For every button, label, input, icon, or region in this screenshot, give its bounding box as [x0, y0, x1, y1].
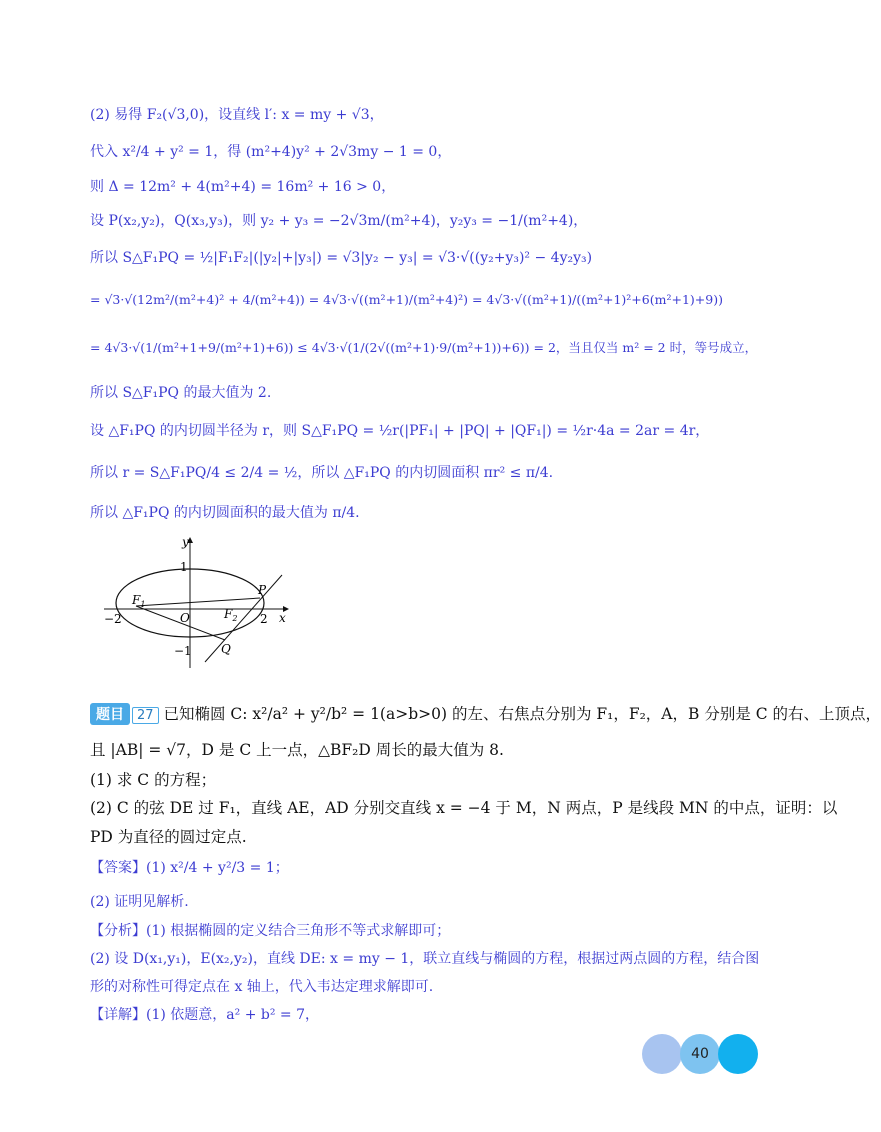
q-label: Q — [221, 642, 231, 656]
solution-line: (2) 易得 F₂(√3,0)，设直线 l′: x = my + √3， — [90, 107, 384, 123]
problem-line-1 — [90, 702, 881, 725]
axis-x-label: x — [279, 611, 286, 625]
detail-label: 【详解】 — [90, 1007, 146, 1023]
question-2: (2) C 的弦 DE 过 F₁，直线 AE，AD 分别交直线 x = −4 于 M，N 两点，P 是线段 MN 的中点，证明：以 — [90, 799, 838, 817]
solution-line: 代入 x²/4 + y² = 1，得 (m²+4)y² + 2√3my − 1 = 0， — [90, 144, 452, 160]
tick-one: 1 — [180, 560, 188, 574]
page-circle-left — [642, 1034, 682, 1074]
problem-text: 已知椭圆 C: x²/a² + y²/b² = 1(a>b>0) 的左、右焦点分别为 F₁，F₂，A，B 分别是 C 的右、上顶点， — [163, 705, 881, 723]
question-2-cont: PD 为直径的圆过定点. — [90, 828, 247, 846]
solution-line: 则 Δ = 12m² + 4(m²+4) = 16m² + 16 > 0， — [90, 179, 396, 195]
origin-label: O — [180, 611, 190, 625]
analysis-1: (1) 根据椭圆的定义结合三角形不等式求解即可； — [146, 923, 451, 939]
axis-y-label: y — [182, 535, 189, 549]
problem-tag: 题目 — [90, 703, 130, 725]
answer-label: 【答案】 — [90, 860, 146, 876]
question-1: (1) 求 C 的方程； — [90, 771, 217, 789]
solution-line: 所以 S△F₁PQ 的最大值为 2. — [90, 385, 272, 401]
problem-line-2: 且 |AB| = √7，D 是 C 上一点，△BF₂D 周长的最大值为 8. — [90, 741, 504, 759]
page-number: 40 — [691, 1046, 709, 1062]
f2-label: $F_2$ — [224, 607, 238, 623]
problem-number: 27 — [132, 707, 159, 724]
answer-2: (2) 证明见解析. — [90, 894, 189, 910]
solution-line: = 4√3·√(1/(m²+1+9/(m²+1)+6)) ≤ 4√3·√(1/(2√((m²+1)·9/(m²+1))+6)) = 2，当且仅当 m² = 2 时，等号成立， — [90, 340, 758, 355]
analysis-2-cont: 形的对称性可得定点在 x 轴上，代入韦达定理求解即可. — [90, 979, 434, 995]
ellipse-figure — [100, 534, 300, 674]
line-l — [205, 575, 282, 662]
f1-label: $F_1$ — [132, 593, 146, 609]
solution-line: 设 P(x₂,y₂)，Q(x₃,y₃)，则 y₂ + y₃ = −2√3m/(m²+4)，y₂y₃ = −1/(m²+4)， — [90, 213, 588, 229]
tick-neg-one: −1 — [174, 644, 192, 658]
solution-line: 所以 r = S△F₁PQ/4 ≤ 2/4 = ½，所以 △F₁PQ 的内切圆面积 πr² ≤ π/4. — [90, 465, 554, 481]
answer-line — [90, 857, 289, 877]
answer-1: (1) x²/4 + y²/3 = 1； — [146, 860, 289, 876]
solution-line: 设 △F₁PQ 的内切圆半径为 r，则 S△F₁PQ = ½r(|PF₁| + |PQ| + |QF₁|) = ½r·4a = 2ar = 4r， — [90, 423, 710, 439]
segment-f1-p — [136, 598, 260, 606]
analysis-line — [90, 920, 450, 940]
page-circle-right — [718, 1034, 758, 1074]
detail-1: (1) 依题意，a² + b² = 7， — [146, 1007, 319, 1023]
solution-line: = √3·√(12m²/(m²+4)² + 4/(m²+4)) = 4√3·√((m²+1)/(m²+4)²) = 4√3·√((m²+1)/((m²+1)²+6(m²+1)+9)) — [90, 292, 723, 307]
p-label: P — [258, 583, 267, 597]
analysis-2: (2) 设 D(x₁,y₁)，E(x₂,y₂)，直线 DE: x = my − 1，联立直线与椭圆的方程，根据过两点圆的方程，结合图 — [90, 951, 760, 967]
tick-two: 2 — [260, 612, 268, 626]
analysis-label: 【分析】 — [90, 923, 146, 939]
solution-line: 所以 △F₁PQ 的内切圆面积的最大值为 π/4. — [90, 505, 360, 521]
tick-neg-two: −2 — [104, 612, 122, 626]
solution-line: 所以 S△F₁PQ = ½|F₁F₂|(|y₂|+|y₃|) = √3|y₂ − y₃| = √3·√((y₂+y₃)² − 4y₂y₃) — [90, 250, 593, 266]
detail-line — [90, 1004, 319, 1024]
